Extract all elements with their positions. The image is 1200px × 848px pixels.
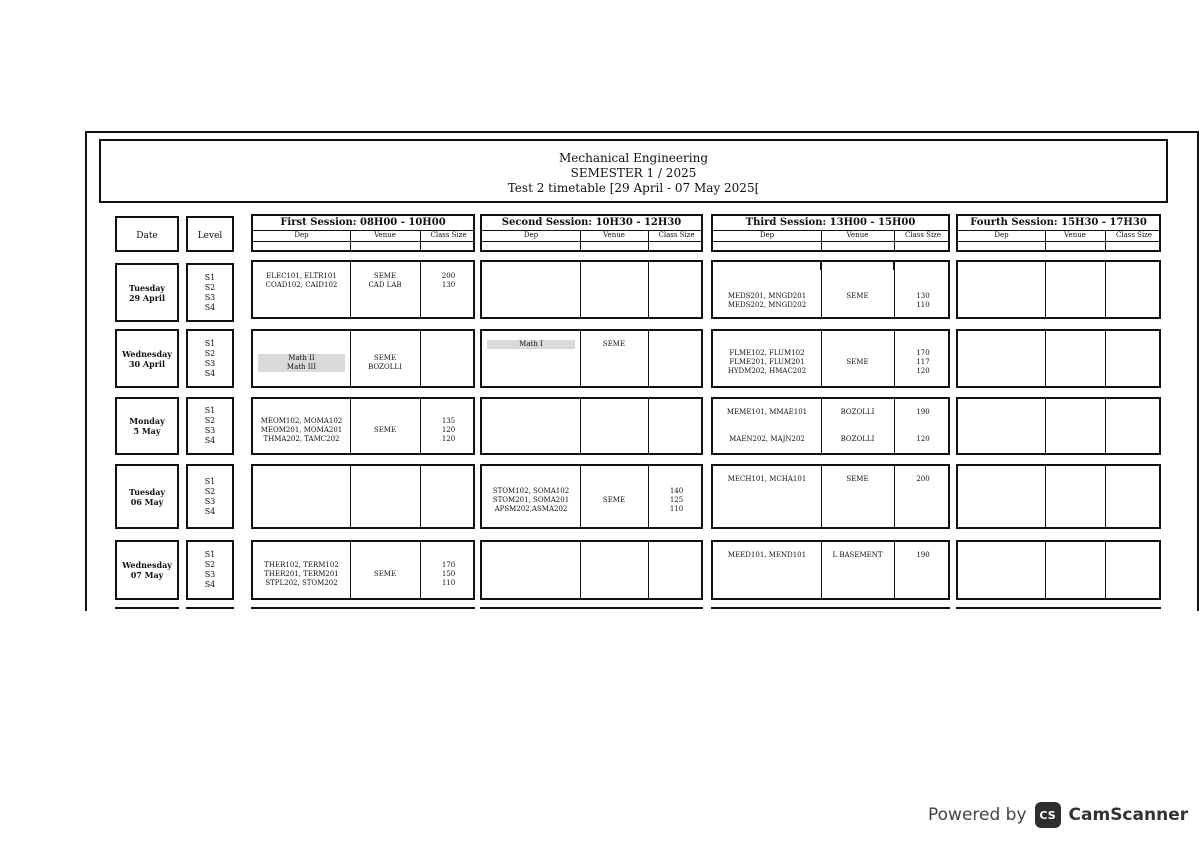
row-3-session-3 [711,397,950,455]
date-line: 06 May [130,496,164,507]
class-size-entry: 110 [669,505,684,513]
divider [1105,399,1106,453]
cut-line [711,607,950,609]
divider [580,542,581,598]
date-line: 07 May [130,570,164,580]
dep-entry: MEOM201, MOMA201 [260,425,343,434]
venue-entry: SEME [373,569,397,578]
divider [894,542,895,598]
divider [580,399,581,453]
divider [482,241,701,242]
tick-mark [820,262,822,270]
divider [1045,466,1046,527]
date-cell [115,540,179,600]
dep-entry: STOM102, SOMA102 [492,487,570,495]
level-item: S4 [204,506,216,516]
dep-entry: FLME102, FLUM102 [729,349,805,357]
class-size-entry: 110 [441,578,456,587]
class-size-entry: 120 [441,434,456,443]
venue-entry: SEME [846,358,869,366]
divider [821,542,822,598]
dep-entry: STOM201, SOMA201 [492,496,570,504]
divider [350,466,351,527]
dep-entry: HYDM202, HMAC202 [727,367,807,375]
date-line: Tuesday [128,282,166,293]
date-text [117,416,177,436]
venue-entry: BOZOLLI [840,408,875,416]
session-header-2 [480,214,703,252]
divider [894,262,895,317]
class-size-entry: 120 [441,425,456,434]
level-item: S2 [204,486,216,496]
class-size-entry: 200 [916,475,930,483]
dep-entry: FLME201, FLUM201 [729,358,805,366]
dep-entry: MEDS201, MNGD201 [727,292,807,300]
level-item: S1 [204,272,216,282]
level-header [186,216,234,252]
divider [821,331,822,386]
level-cell [186,464,234,529]
row-3-session-1 [251,397,475,455]
class-size-entry: 117 [916,358,930,366]
title-line-2: SEMESTER 1 / 2025 [570,166,697,180]
class-size-entry: 120 [916,367,930,375]
camscanner-brand: CamScanner [1068,805,1189,825]
venue-entry: BOZOLLI [840,435,875,443]
divider [894,399,895,453]
class-size-entry: 130 [916,292,930,300]
level-list [188,406,232,446]
class-size-entry: 190 [916,408,930,416]
divider [580,262,581,317]
level-item: S4 [204,436,216,445]
divider [648,542,649,598]
date-line: Wednesday [122,560,172,570]
column-header-dep: Dep [759,231,775,239]
level-list [188,477,232,517]
cut-line [956,607,1161,609]
row-2-session-1 [251,329,475,388]
divider [1045,262,1046,317]
cut-line [251,607,475,609]
dep-entry: MECH101, MCHA101 [727,475,807,483]
level-list [188,273,232,313]
dep-entry: MEDS202, MNGD202 [727,301,807,309]
divider [713,241,948,242]
venue-entry: SEME [602,496,626,504]
row-2-session-4 [956,329,1161,388]
row-5-session-1 [251,540,475,600]
column-header-venue: Venue [603,231,625,239]
row-3-session-4 [956,397,1161,455]
level-item: S3 [204,496,216,506]
divider [821,262,822,317]
divider [1105,466,1106,527]
column-header-dep: Dep [294,231,309,239]
date-text [117,487,177,507]
title-box [99,139,1168,203]
level-list [188,550,232,590]
level-list [188,339,232,379]
class-size-entry: 150 [441,569,456,578]
level-item: S2 [204,348,216,358]
column-header-dep: Dep [994,231,1009,239]
row-5-session-3 [711,540,950,600]
session-title-4: Fourth Session: 15H30 - 17H30 [970,217,1147,228]
class-size-entry: 120 [916,435,930,443]
column-header-class-size: Class Size [430,231,467,239]
venue-entry: SEME [846,475,869,483]
date-line: Wednesday [122,348,172,359]
row-5-session-4 [956,540,1161,600]
level-cell [186,329,234,388]
divider [821,399,822,453]
class-size-entry: 125 [669,496,684,504]
column-header-dep: Dep [523,231,539,239]
venue-entry: CAD LAB [368,281,402,289]
date-text [117,283,177,303]
cut-line [186,607,234,609]
divider [580,466,581,527]
date-line: 5 May [133,426,161,436]
divider [958,241,1159,242]
divider [420,542,421,598]
divider [1105,262,1106,317]
dep-entry: THER102, TERM102 [264,560,339,569]
divider [350,399,351,453]
date-cell [115,329,179,388]
row-1-session-4 [956,260,1161,319]
row-1-session-1 [251,260,475,319]
venue-entry: SEME [846,292,869,300]
date-text [117,560,177,580]
dep-entry: Math II [258,354,345,363]
date-text [117,349,177,369]
class-size-entry: 110 [916,301,930,309]
dep-entry: APSM202,ASMA202 [494,505,568,513]
cut-line [115,607,179,609]
date-cell [115,263,179,322]
divider [894,466,895,527]
divider [1045,542,1046,598]
row-4-session-4 [956,464,1161,529]
divider [420,331,421,386]
dep-entry: ELEC101, ELTR101 [266,272,337,280]
row-2-session-3 [711,329,950,388]
column-header-venue: Venue [1064,231,1086,239]
date-header-label: Date [136,231,158,241]
dep-entry: THMA202, TAMC202 [263,434,340,443]
divider [420,399,421,453]
divider [580,331,581,386]
column-header-venue: Venue [846,231,869,239]
session-title-1: First Session: 08H00 - 10H00 [280,217,446,228]
divider [420,466,421,527]
venue-entry: SEME [373,272,397,280]
date-line: 29 April [128,292,165,303]
date-line: Tuesday [128,486,166,497]
divider [350,262,351,317]
dep-entry: MEME101, MMAE101 [726,408,808,416]
divider [894,331,895,386]
venue-entry: L BASEMENT [832,551,883,559]
row-4-session-2 [480,464,703,529]
date-line: 30 April [128,358,165,369]
session-header-4 [956,214,1161,252]
row-1-session-2 [480,260,703,319]
divider [648,399,649,453]
date-cell [115,464,179,529]
level-cell [186,397,234,455]
class-size-entry: 200 [441,272,456,280]
row-1-session-3 [711,260,950,319]
divider [1045,331,1046,386]
level-item: S4 [204,580,216,589]
column-header-class-size: Class Size [1115,231,1153,239]
dep-entry: Math I [487,340,575,349]
level-item: S2 [204,416,216,425]
row-5-session-2 [480,540,703,600]
row-4-session-3 [711,464,950,529]
divider [1045,399,1046,453]
divider [648,466,649,527]
class-size-entry: 130 [441,281,456,289]
class-size-entry: 170 [441,560,456,569]
column-header-venue: Venue [374,231,396,239]
class-size-entry: 140 [669,487,684,495]
date-cell [115,397,179,455]
row-3-session-2 [480,397,703,455]
dep-entry: THER201, TERM201 [264,569,339,578]
level-item: S1 [204,406,216,415]
column-header-class-size: Class Size [658,231,695,239]
divider [648,262,649,317]
level-item: S3 [204,292,216,302]
divider [350,331,351,386]
session-title-2: Second Session: 10H30 - 12H30 [501,217,682,228]
venue-entry: SEME [373,353,397,362]
dep-entry: Math III [258,363,345,372]
divider [821,466,822,527]
divider [1105,542,1106,598]
divider [648,331,649,386]
session-header-3 [711,214,950,252]
title-line-3: Test 2 timetable [29 April - 07 May 2025[ [507,181,760,195]
divider [253,241,473,242]
level-cell [186,263,234,322]
divider [420,262,421,317]
level-item: S3 [204,570,216,579]
dep-entry: STPL202, STOM202 [265,578,338,587]
level-item: S3 [204,358,216,368]
class-size-entry: 135 [441,416,456,425]
tick-mark [711,262,713,270]
row-2-session-2 [480,329,703,388]
date-line: Monday [129,416,165,426]
powered-by-text: Powered by [928,805,1027,825]
divider [1105,331,1106,386]
dep-entry: COAD102, CAID102 [265,281,338,289]
camscanner-logo-icon: CS [1035,802,1061,828]
dep-entry: MEOM102, MOMA102 [260,416,343,425]
title-line-1: Mechanical Engineering [558,151,708,165]
camscanner-footer [928,800,1188,830]
row-4-session-1 [251,464,475,529]
class-size-entry: 170 [916,349,930,357]
column-header-class-size: Class Size [904,231,942,239]
level-item: S1 [204,476,216,486]
cut-line [480,607,703,609]
level-item: S4 [204,368,216,378]
tick-mark [948,262,950,270]
divider [350,542,351,598]
venue-entry: SEME [602,340,626,348]
venue-entry: SEME [373,425,397,434]
dep-entry: MEED101, MEND101 [727,551,807,559]
level-item: S1 [204,338,216,348]
level-header-label: Level [197,231,223,241]
level-item: S2 [204,282,216,292]
session-header-1 [251,214,475,252]
level-item: S3 [204,426,216,435]
level-item: S4 [204,302,216,312]
venue-entry: BOZOLLI [368,362,402,371]
class-size-entry: 190 [916,551,930,559]
session-title-3: Third Session: 13H00 - 15H00 [745,217,916,228]
dep-entry: MAEN202, MAJN202 [729,435,805,443]
tick-mark [893,262,895,270]
level-cell [186,540,234,600]
date-header [115,216,179,252]
level-item: S2 [204,560,216,569]
level-item: S1 [204,550,216,559]
